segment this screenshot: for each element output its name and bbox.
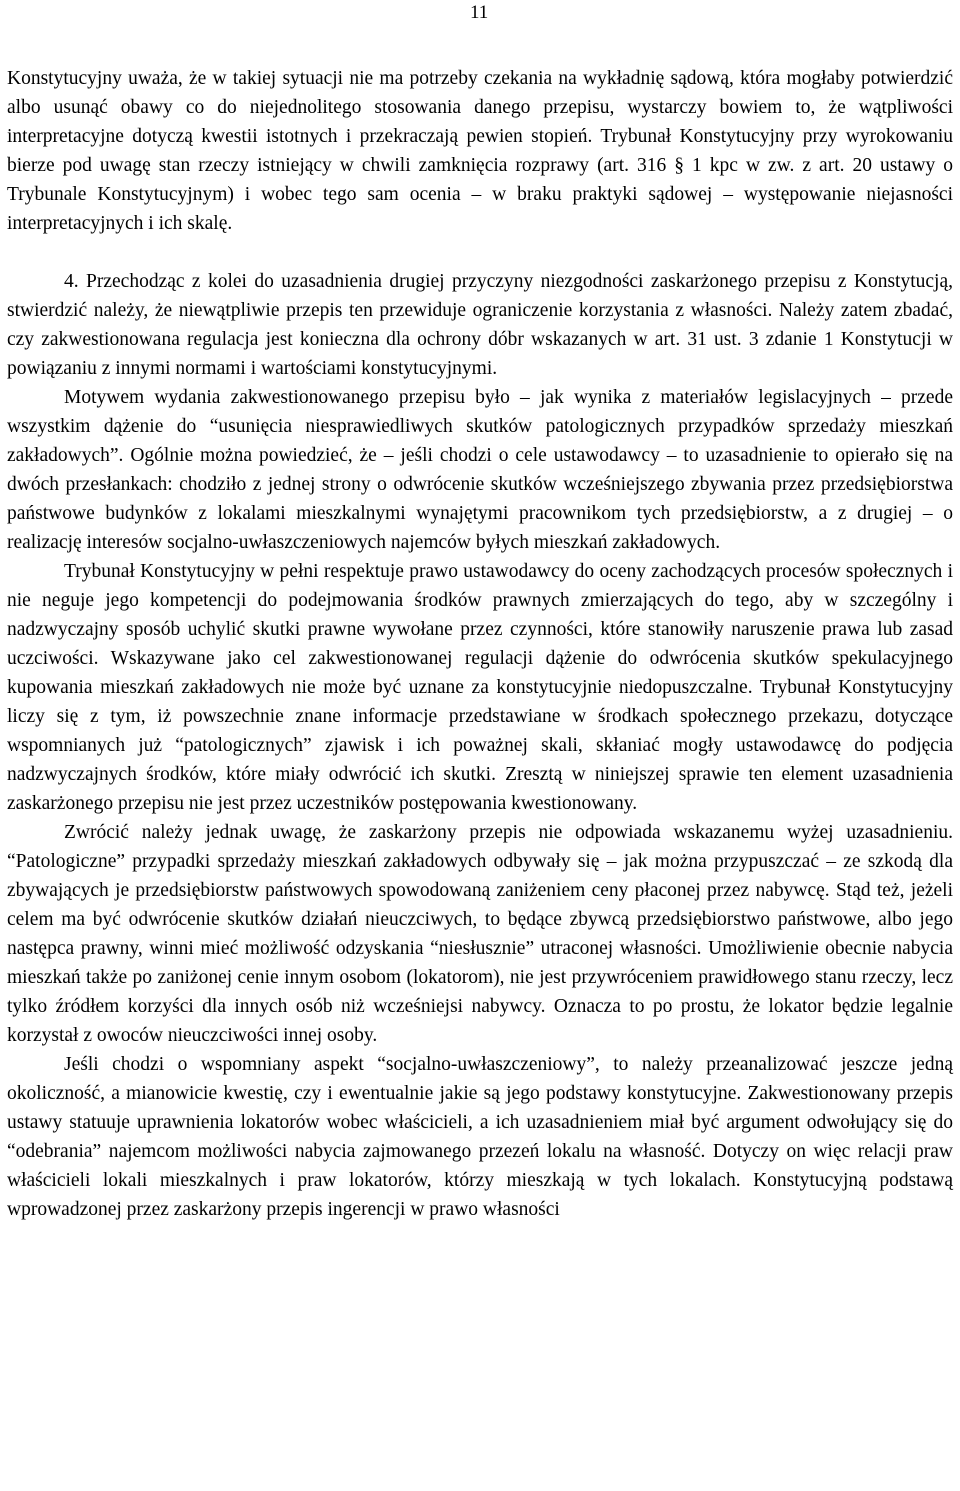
paragraph-socio-ownership: Jeśli chodzi o wspomniany aspekt “socjalno-uwłaszczeniowy”, to należy przeanalizować jeszcze jedną okoliczność, a mianowicie kwestię, czy i ewentualnie jakie są jego podstawy konstytucyjne. Zakwestionowany przepis ustawy statuuje uprawnienia lokatorów wobec właścicieli, a ich uzasadnieniem miał być argument odwołujący się do “odebrania” najemcom możliwości nabycia zajmowanego przezeń lokalu na własność. Dotyczy on więc relacji praw właścicieli lokali mieszkalnych i praw lokatorów, którzy mieszkają w tych lokalach. Konstytucyjną podstawą wprowadzonej przez zaskarżony przepis ingerencji w prawo własności — [7, 1054, 953, 1220]
paragraph-pathological-cases: Zwrócić należy jednak uwagę, że zaskarżony przepis nie odpowiada wskazanemu wyżej uzasadnieniu. “Patologiczne” przypadki sprzedaży mieszkań zakładowych odbywały się – jak można przypuszczać – ze szkodą dla zbywających je przedsiębiorstw państwowych spowodowaną zaniżeniem ceny płaconej przez nabywcę. Stąd też, jeżeli celem ma być odwrócenie skutków działań nieuczciwych, to będące zbywcą przedsiębiorstwo państwowe, albo jego następca prawny, winni mieć możliwość odzyskania “niesłusznie” utraconej własności. Umożliwienie obecnie nabycia mieszkań także po zaniżonej cenie innym osobom (lokatorom), nie jest przywróceniem prawidłowego stanu rzeczy, lecz tylko źródłem korzyści dla innych osób niż wcześniejsi nabywcy. Oznacza to po prostu, że lokator będzie legalnie korzystał z owoców nieuczciwości innej osoby. — [7, 822, 953, 1046]
paragraph-legislative-motive: Motywem wydania zakwestionowanego przepisu było – jak wynika z materiałów legislacyjnych – przede wszystkim dążenie do “usunięcia niesprawiedliwych skutków patologicznych przypadków sprzedaży mieszkań zakładowych”. Ogólnie można powiedzieć, że – jeśli chodzi o cele ustawodawcy – to uzasadnienie to opierało się na dwóch przesłankach: chodziło z jednej strony o odwrócenie skutków wcześniejszego zbywania przez przedsiębiorstwa państwowe budynków z lokalami mieszkalnymi wynajętymi pracownikom tych przedsiębiorstw, a z drugiej – o realizację interesów socjalno-uwłaszczeniowych najemców byłych mieszkań zakładowych. — [7, 387, 953, 553]
paragraph-continuation: Konstytucyjny uważa, że w takiej sytuacji nie ma potrzeby czekania na wykładnię sądową, która mogłaby potwierdzić albo usunąć obawy co do niejednolitego stosowania danego przepisu, wystarczy bowiem to, że wątpliwości interpretacyjne dotyczą kwestii istotnych i przekraczają pewien stopień. Trybunał Konstytucyjny przy wyrokowaniu bierze pod uwagę stan rzeczy istniejący w chwili zamknięcia rozprawy (art. 316 § 1 kpc w zw. z art. 20 ustawy o Trybunale Konstytucyjnym) i wobec tego sam ocenia – w braku praktyki sądowej – występowanie niejasności interpretacyjnych i ich skalę. — [7, 68, 953, 234]
document-body — [7, 64, 953, 1224]
paragraph-section-4: 4. Przechodząc z kolei do uzasadnienia drugiej przyczyny niezgodności zaskarżonego przepisu z Konstytucją, stwierdzić należy, że niewątpliwie przepis ten przewiduje ograniczenie korzystania z własności. Należy zatem zbadać, czy zakwestionowana regulacja jest konieczna dla ochrony dóbr wskazanych w art. 31 ust. 3 zdanie 1 Konstytucji w powiązaniu z innymi normami i wartościami konstytucyjnymi. — [7, 271, 953, 379]
page-number: 11 — [470, 2, 489, 23]
paragraph-tribunal-respects: Trybunał Konstytucyjny w pełni respektuje prawo ustawodawcy do oceny zachodzących procesów społecznych i nie neguje jego kompetencji do podejmowania środków prawnych zmierzających do tego, aby w szczególny i nadzwyczajny sposób uchylić skutki prawne wywołane przez czynności, które stanowiły naruszenie prawa lub zasad uczciwości. Wskazywane jako cel zakwestionowanej regulacji dążenie do odwrócenia skutków spekulacyjnego kupowania mieszkań zakładowych nie może być uznane za konstytucyjnie niedopuszczalne. Trybunał Konstytucyjny liczy się z tym, iż powszechnie znane informacje przedstawiane w środkach społecznego przekazu, dotyczące wspomnianych już “patologicznych” zjawisk i ich poważnej skali, skłaniać mogły ustawodawcę do podjęcia nadzwyczajnych środków, które miały odwrócić ich skutki. Zresztą w niniejszej sprawie ten element uzasadnienia zaskarżonego przepisu nie jest przez uczestników postępowania kwestionowany. — [7, 561, 953, 814]
